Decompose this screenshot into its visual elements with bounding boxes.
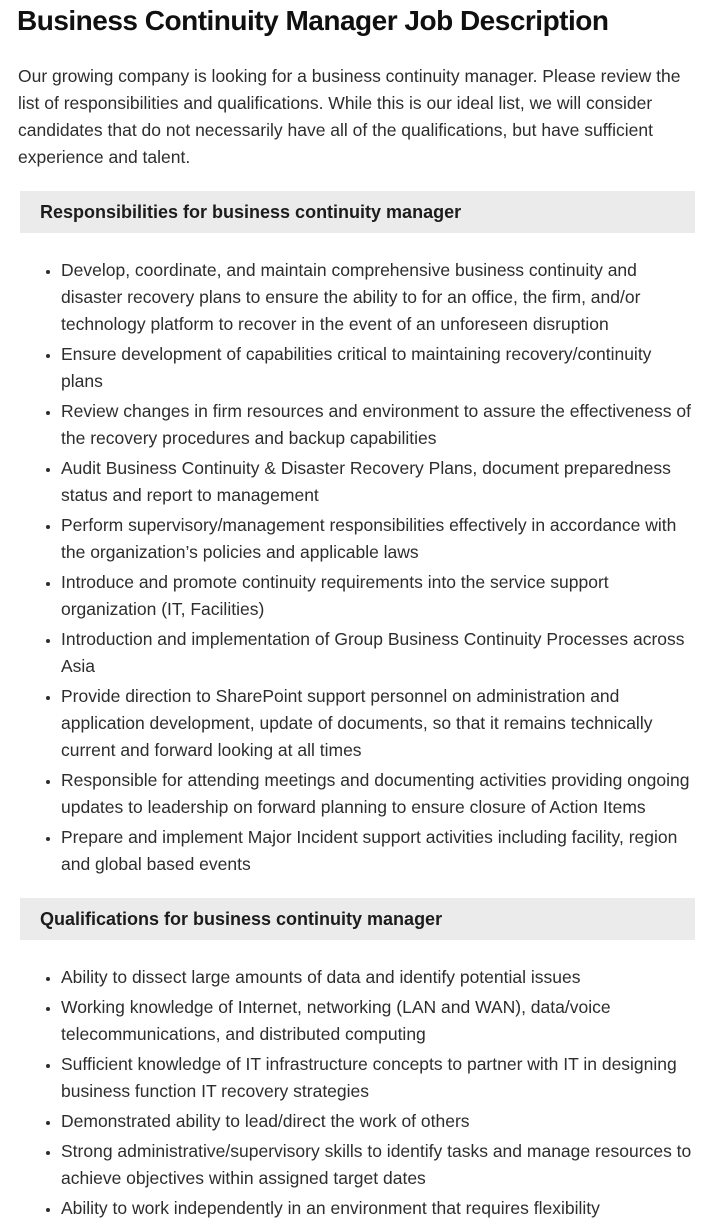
list-item: • Introduction and implementation of Group Business Continuity Processes across Asia bbox=[61, 626, 696, 680]
job-description-page bbox=[0, 4, 720, 1222]
list-item: • Sufficient knowledge of IT infrastructure concepts to partner with IT in designing business function IT recovery strategies bbox=[61, 1051, 696, 1105]
list-item: • Provide direction to SharePoint support personnel on administration and application development, update of documents, so that it remains technically current and forward looking at all times bbox=[61, 683, 696, 764]
list-item: • Introduce and promote continuity requirements into the service support organization (IT, Facilities) bbox=[61, 569, 696, 623]
list-item: • Strong administrative/supervisory skills to identify tasks and manage resources to achieve objectives within assigned target dates bbox=[61, 1138, 696, 1192]
intro-paragraph: Our growing company is looking for a business continuity manager. Please review the list of responsibilities and qualifications. While this is our ideal list, we will consider candidates that do not necessarily have all of the qualifications, but have sufficient experience and talent. bbox=[18, 66, 681, 167]
qualifications-list bbox=[0, 964, 720, 1222]
section-qualifications bbox=[0, 898, 720, 1222]
section-heading-responsibilities: Responsibilities for business continuity manager bbox=[20, 191, 695, 233]
section-responsibilities bbox=[0, 191, 720, 878]
section-heading-qualifications: Qualifications for business continuity manager bbox=[20, 898, 695, 940]
list-item: • Perform supervisory/management responsibilities effectively in accordance with the organization’s policies and applicable laws bbox=[61, 512, 696, 566]
list-item: • Working knowledge of Internet, networking (LAN and WAN), data/voice telecommunications, and distributed computing bbox=[61, 994, 696, 1048]
list-item: • Review changes in firm resources and environment to assure the effectiveness of the recovery procedures and backup capabilities bbox=[61, 398, 696, 452]
responsibilities-list bbox=[0, 257, 720, 878]
list-item: • Ability to work independently in an environment that requires flexibility bbox=[61, 1195, 696, 1222]
list-item: • Prepare and implement Major Incident support activities including facility, region and global based events bbox=[61, 824, 696, 878]
list-item: • Demonstrated ability to lead/direct the work of others bbox=[61, 1108, 696, 1135]
list-item: • Develop, coordinate, and maintain comprehensive business continuity and disaster recovery plans to ensure the ability to for an office, the firm, and/or technology platform to recover in the event of an unforeseen disruption bbox=[61, 257, 696, 338]
list-item: • Audit Business Continuity & Disaster Recovery Plans, document preparedness status and report to management bbox=[61, 455, 696, 509]
page-title: Business Continuity Manager Job Description bbox=[17, 5, 609, 36]
list-item: • Ensure development of capabilities critical to maintaining recovery/continuity plans bbox=[61, 341, 696, 395]
list-item: • Responsible for attending meetings and documenting activities providing ongoing updates to leadership on forward planning to ensure closure of Action Items bbox=[61, 767, 696, 821]
list-item: • Ability to dissect large amounts of data and identify potential issues bbox=[61, 964, 696, 991]
